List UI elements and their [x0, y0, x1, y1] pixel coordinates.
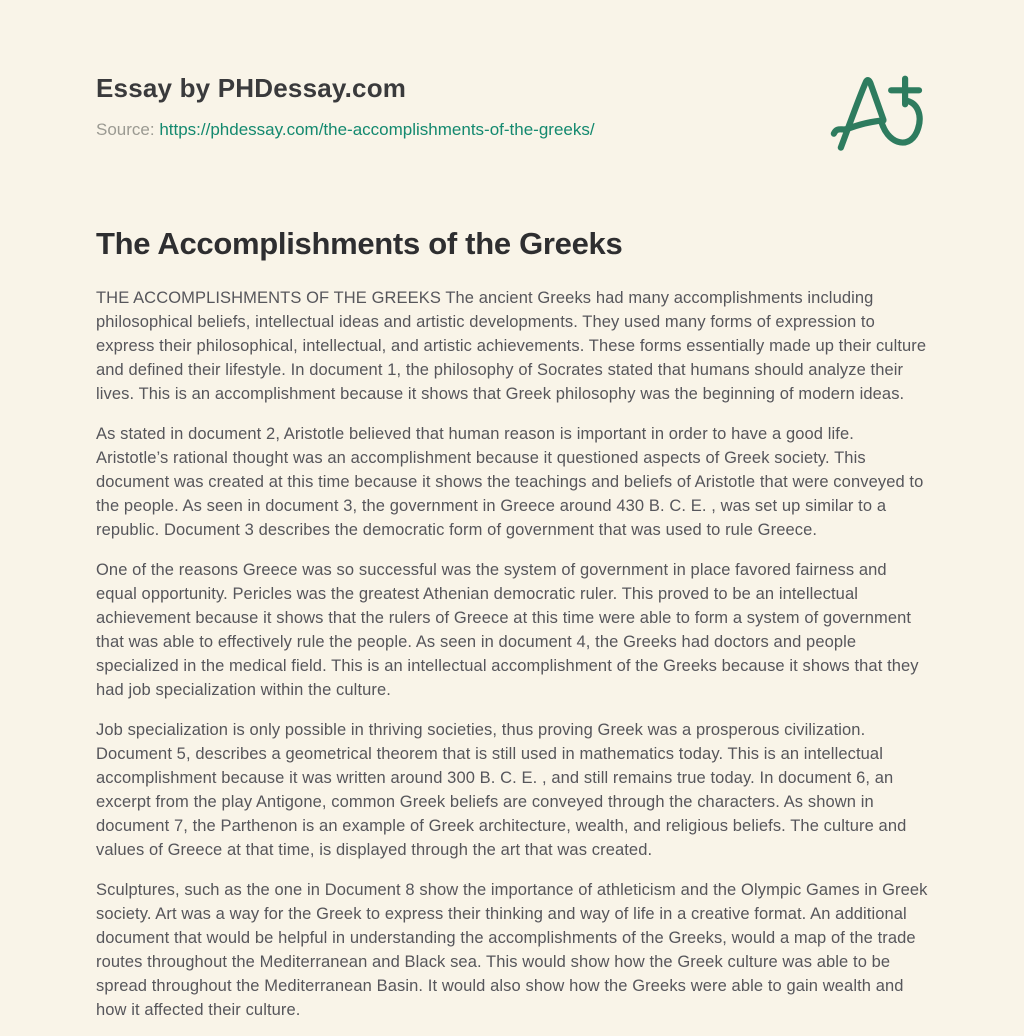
essay-body: [96, 286, 928, 1022]
source-label: Source:: [96, 120, 155, 139]
source-line: [96, 118, 928, 142]
essay-paragraph: Job specialization is only possible in thriving societies, thus proving Greek was a prosperous civilization. Document 5, describes a geometrical theorem that is still used in mathematics today. This is an intellectual accomplishment because it was written around 300 B. C. E. , and still remains true today. In document 6, an excerpt from the play Antigone, common Greek beliefs are conveyed through the characters. As shown in document 7, the Parthenon is an example of Greek architecture, wealth, and religious beliefs. The culture and values of Greece at that time, is displayed through the art that was created.: [96, 721, 907, 859]
a-plus-logo: [830, 64, 926, 160]
essay-paragraph: Sculptures, such as the one in Document 8 show the importance of athleticism and the Olympic Games in Greek society. Art was a way for the Greek to express their thinking and way of life in a creative format. An additional document that would be helpful in understanding the accomplishments of the Greeks, would a map of the trade routes throughout the Mediterranean and Black sea. This would show how the Greek culture was able to be spread throughout the Mediterranean Basin. It would also show how the Greeks were able to gain wealth and how it affected their culture.: [96, 881, 928, 1019]
essay-paragraph: As stated in document 2, Aristotle believed that human reason is important in order to have a good life. Aristotle’s rational thought was an accomplishment because it questioned aspects of Greek society. This document was created at this time because it shows the teachings and beliefs of Aristotle that were conveyed to the people. As seen in document 3, the government in Greece around 430 B. C. E. , was set up similar to a republic. Document 3 describes the democratic form of government that was used to rule Greece.: [96, 425, 924, 539]
site-title: Essay by PHDessay.com: [96, 73, 407, 103]
essay-title: The Accomplishments of the Greeks: [96, 226, 623, 261]
page-content: [96, 0, 928, 1022]
a-plus-logo-icon: [830, 64, 926, 160]
essay-paragraph: THE ACCOMPLISHMENTS OF THE GREEKS The ancient Greeks had many accomplishments including philosophical beliefs, intellectual ideas and artistic developments. They used many forms of expression to express their philosophical, intellectual, and artistic achievements. These forms essentially made up their culture and defined their lifestyle. In document 1, the philosophy of Socrates stated that humans should analyze their lives. This is an accomplishment because it shows that Greek philosophy was the beginning of modern ideas.: [96, 289, 927, 403]
source-url-link[interactable]: https://phdessay.com/the-accomplishments-of-the-greeks/: [159, 120, 595, 139]
essay-paragraph: One of the reasons Greece was so successful was the system of government in place favored fairness and equal opportunity. Pericles was the greatest Athenian democratic ruler. This proved to be an intellectual achievement because it shows that the rulers of Greece at this time were able to form a system of government that was able to effectively rule the people. As seen in document 4, the Greeks had doctors and people specialized in the medical field. This is an intellectual accomplishment of the Greeks because it shows that they had job specialization within the culture.: [96, 561, 919, 699]
